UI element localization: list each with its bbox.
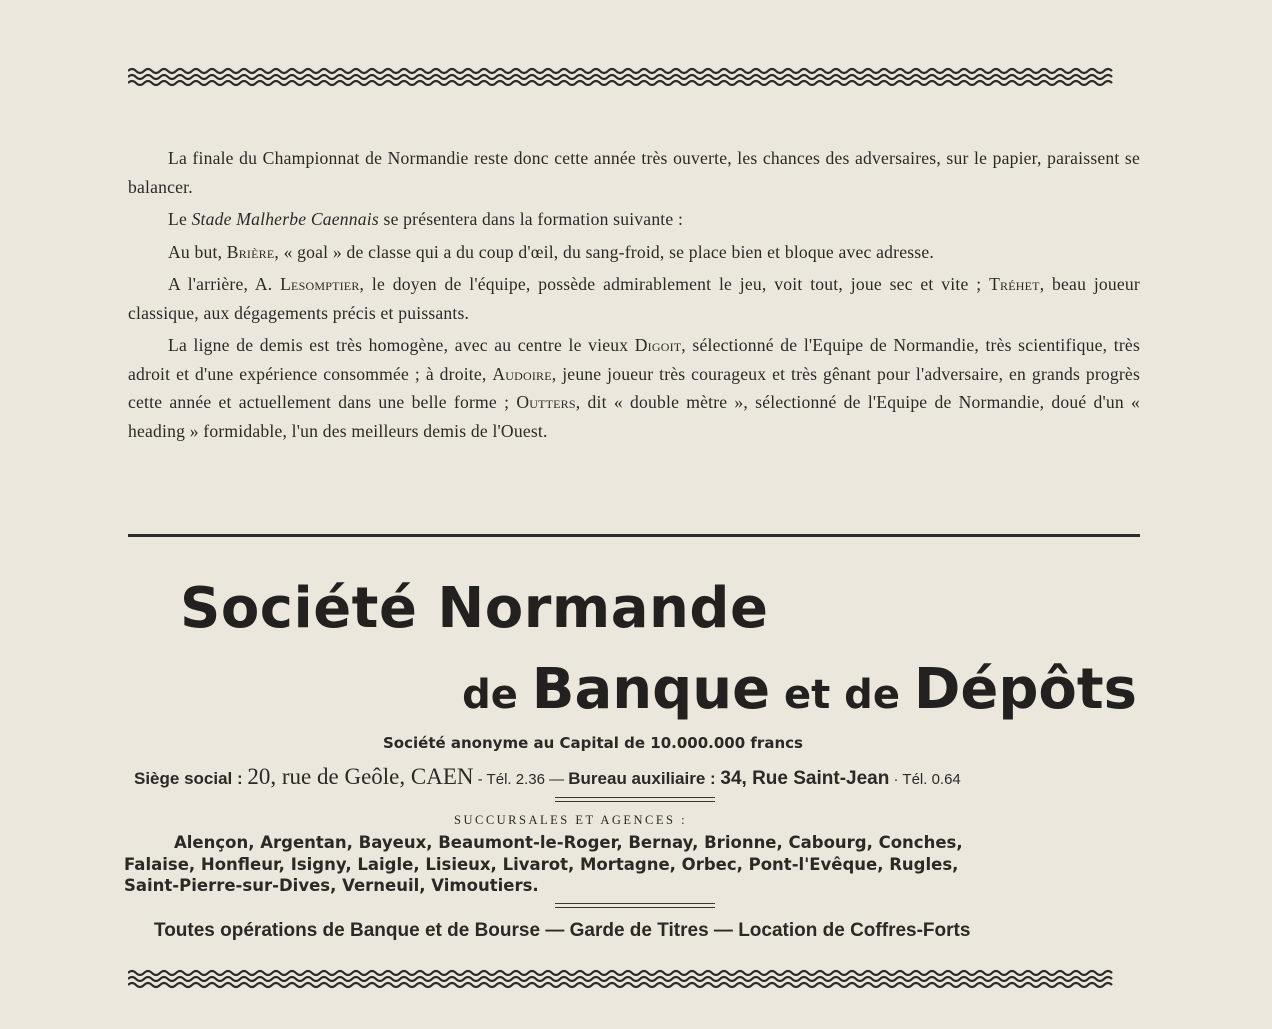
top-wave-border [128,66,1140,90]
ornament-rule [555,801,715,802]
ornament-rule [555,903,715,904]
player-name: Outters [516,392,576,412]
bottom-wave-border [128,968,1140,992]
paragraph-5: La ligne de demis est très homogène, avec au centre le vieux Digoit, sélectionné de l'Equipe de Normandie, très scientifique, très adroit et d'une expérience consommée ; à droite, Audoire, jeune joueur très courageux et très gênant pour l'adversaire, en grands progrès cette année et actuellement dans une belle forme ; Outters, dit « double mètre », sélectionné de l'Equipe de Normandie, doué d'un « heading » formidable, l'un des meilleurs demis de l'Ouest. [128,335,1140,441]
paragraph-3: Au but, Brière, « goal » de classe qui a du coup d'œil, du sang-froid, se place bien et bloque avec adresse. [168,241,934,262]
player-name: Brière [226,241,275,262]
player-name: Digoit [634,335,682,355]
branches-heading: SUCCURSALES ET AGENCES : [454,813,688,827]
paragraph-1: La finale du Championnat de Normandie reste donc cette année très ouverte, les chances des adversaires, sur le papier, paraissent se balancer. [128,148,1140,197]
paragraph-2: Le Stade Malherbe Caennais se présentera dans la formation suivante : [168,209,684,229]
article-text [128,144,1140,449]
head-office-line: Siège social : 20, rue de Geôle, CAEN - Tél. 2.36 — Bureau auxiliaire : 34, Rue Saint-Jean · Tél. 0.64 [134,764,961,789]
bank-title-line2: de Banque et de Dépôts [462,657,1137,722]
bank-title-line1: Société Normande [180,576,769,641]
ornament-rule [555,907,715,908]
capital-line: Société anonyme au Capital de 10.000.000 francs [383,734,803,752]
club-name: Stade Malherbe Caennais [191,209,379,229]
ornament-rule [555,797,715,798]
branches-list: Alençon, Argentan, Bayeux, Beaumont-le-Roger, Bernay, Brionne, Cabourg, Conches, Falaise, Honfleur, Isigny, Laigle, Lisieux, Livarot, Mortagne, Orbec, Pont-l'Evêque, Rugles, Saint-Pierre-sur-Dives, Verneuil, Vimoutiers. [124,833,963,895]
player-name: Tréhet [989,274,1040,294]
section-divider [128,534,1140,537]
operations-line: Toutes opérations de Banque et de Bourse — Garde de Titres — Location de Coffres-Forts [154,920,971,941]
player-name: Audoire [492,363,552,384]
player-name: Lesomptier [280,274,360,294]
paragraph-4: A l'arrière, A. Lesomptier, le doyen de l'équipe, possède admirablement le jeu, voit tout, joue sec et vite ; Tréhet, beau joueur classique, aux dégagements précis et puissants. [128,274,1140,323]
